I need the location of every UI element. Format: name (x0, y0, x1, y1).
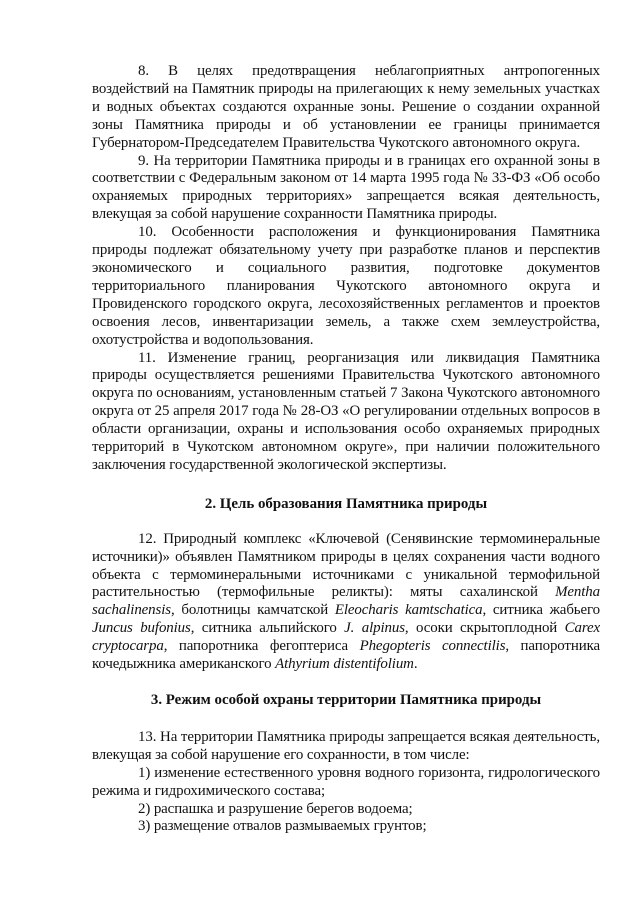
paragraph-10: 10. Особенности расположения и функционирования Памятника природы подлежат обязательному учету при разработке планов и перспектив экономического и социального развития, подготовке документов территориального планирования Чукотского автономного округа и Провиденского городского округа, лесохозяйственных регламентов и проектов освоения лесов, инвентаризации земель, а также схем землеустройства, охотустройства и водопользования. (92, 224, 600, 348)
p12-text-5: , осоки скрытоплодной (404, 620, 565, 637)
p12-text-1: 12. Природный комплекс «Ключевой (Сенявинские термоминеральные источники)» объявлен Памятником природы в целях сохранения части водного объекта с термоминеральными источниками с уникальной термофильной растительностью (термофильные реликты): мяты сахалинской (92, 530, 600, 601)
latin-name-mentha: Mentha sachalinensis (92, 584, 600, 619)
paragraph-11: 11. Изменение границ, реорганизация или ликвидация Памятника природы осуществляется решениями Правительства Чукотского автономного округа по основаниям, установленным статьей 7 Закона Чукотского автономного округа от 25 апреля 2017 года № 28-ОЗ «О регулировании отдельных вопросов в области организации, охраны и использования особо охраняемых природных территорий в Чукотском автономном округе», при наличии положительного заключения государственной экологической экспертизы. (92, 349, 600, 473)
section-3-heading: 3. Режим особой охраны территории Памятника природы (150, 692, 542, 708)
p12-text-6: , папоротника фегоптериса (163, 638, 360, 655)
latin-name-eleocharis: Eleocharis kamtschatica (334, 602, 483, 619)
p12-text-2: , болотницы камчатской (170, 602, 335, 619)
list-item-3: 3) размещение отвалов размываемых грунтов; (138, 818, 427, 835)
list-item-1: 1) изменение естественного уровня водного горизонта, гидрологического режима и гидрохимического состава; (92, 764, 600, 799)
p12-text-3: , ситника жабьего (482, 602, 600, 619)
p12-text-7: , папоротника кочедыжника американского (92, 638, 600, 673)
latin-name-juncus-bufonius: Juncus bufonius (92, 620, 191, 637)
paragraph-8: 8. В целях предотвращения неблагоприятных антропогенных воздействий на Памятник природы на прилегающих к нему земельных участках и водных объектах создаются охранные зоны. Решение о создании охранной зоны Памятника природы и об установлении ее границы принимается Губернатором-Председателем Правительства Чукотского автономного округа. (92, 63, 600, 151)
latin-name-juncus-alpinus: J. alpinus (344, 620, 405, 637)
latin-name-athyrium: Athyrium distentifolium (275, 656, 414, 673)
p12-text-4: , ситника альпийского (190, 620, 345, 637)
p12-text-8: . (413, 656, 418, 673)
latin-name-phegopteris: Phegopteris connectilis (359, 638, 506, 655)
section-2-heading: 2. Цель образования Памятника природы (204, 495, 488, 512)
paragraph-9: 9. На территории Памятника природы и в границах его охранной зоны в соответствии с Федеральным законом от 14 марта 1995 года № 33-ФЗ «Об особо охраняемых природных территориях» запрещается всякая деятельность, влекущая за собой нарушение сохранности Памятника природы. (92, 152, 600, 223)
paragraph-13: 13. На территории Памятника природы запрещается всякая деятельность, влекущая за собой нарушение его сохранности, в том числе: (92, 728, 600, 763)
paragraph-12 (92, 531, 600, 674)
list-item-2: 2) распашка и разрушение берегов водоема; (138, 800, 413, 817)
latin-name-carex: Carex cryptocarpa (92, 620, 600, 655)
